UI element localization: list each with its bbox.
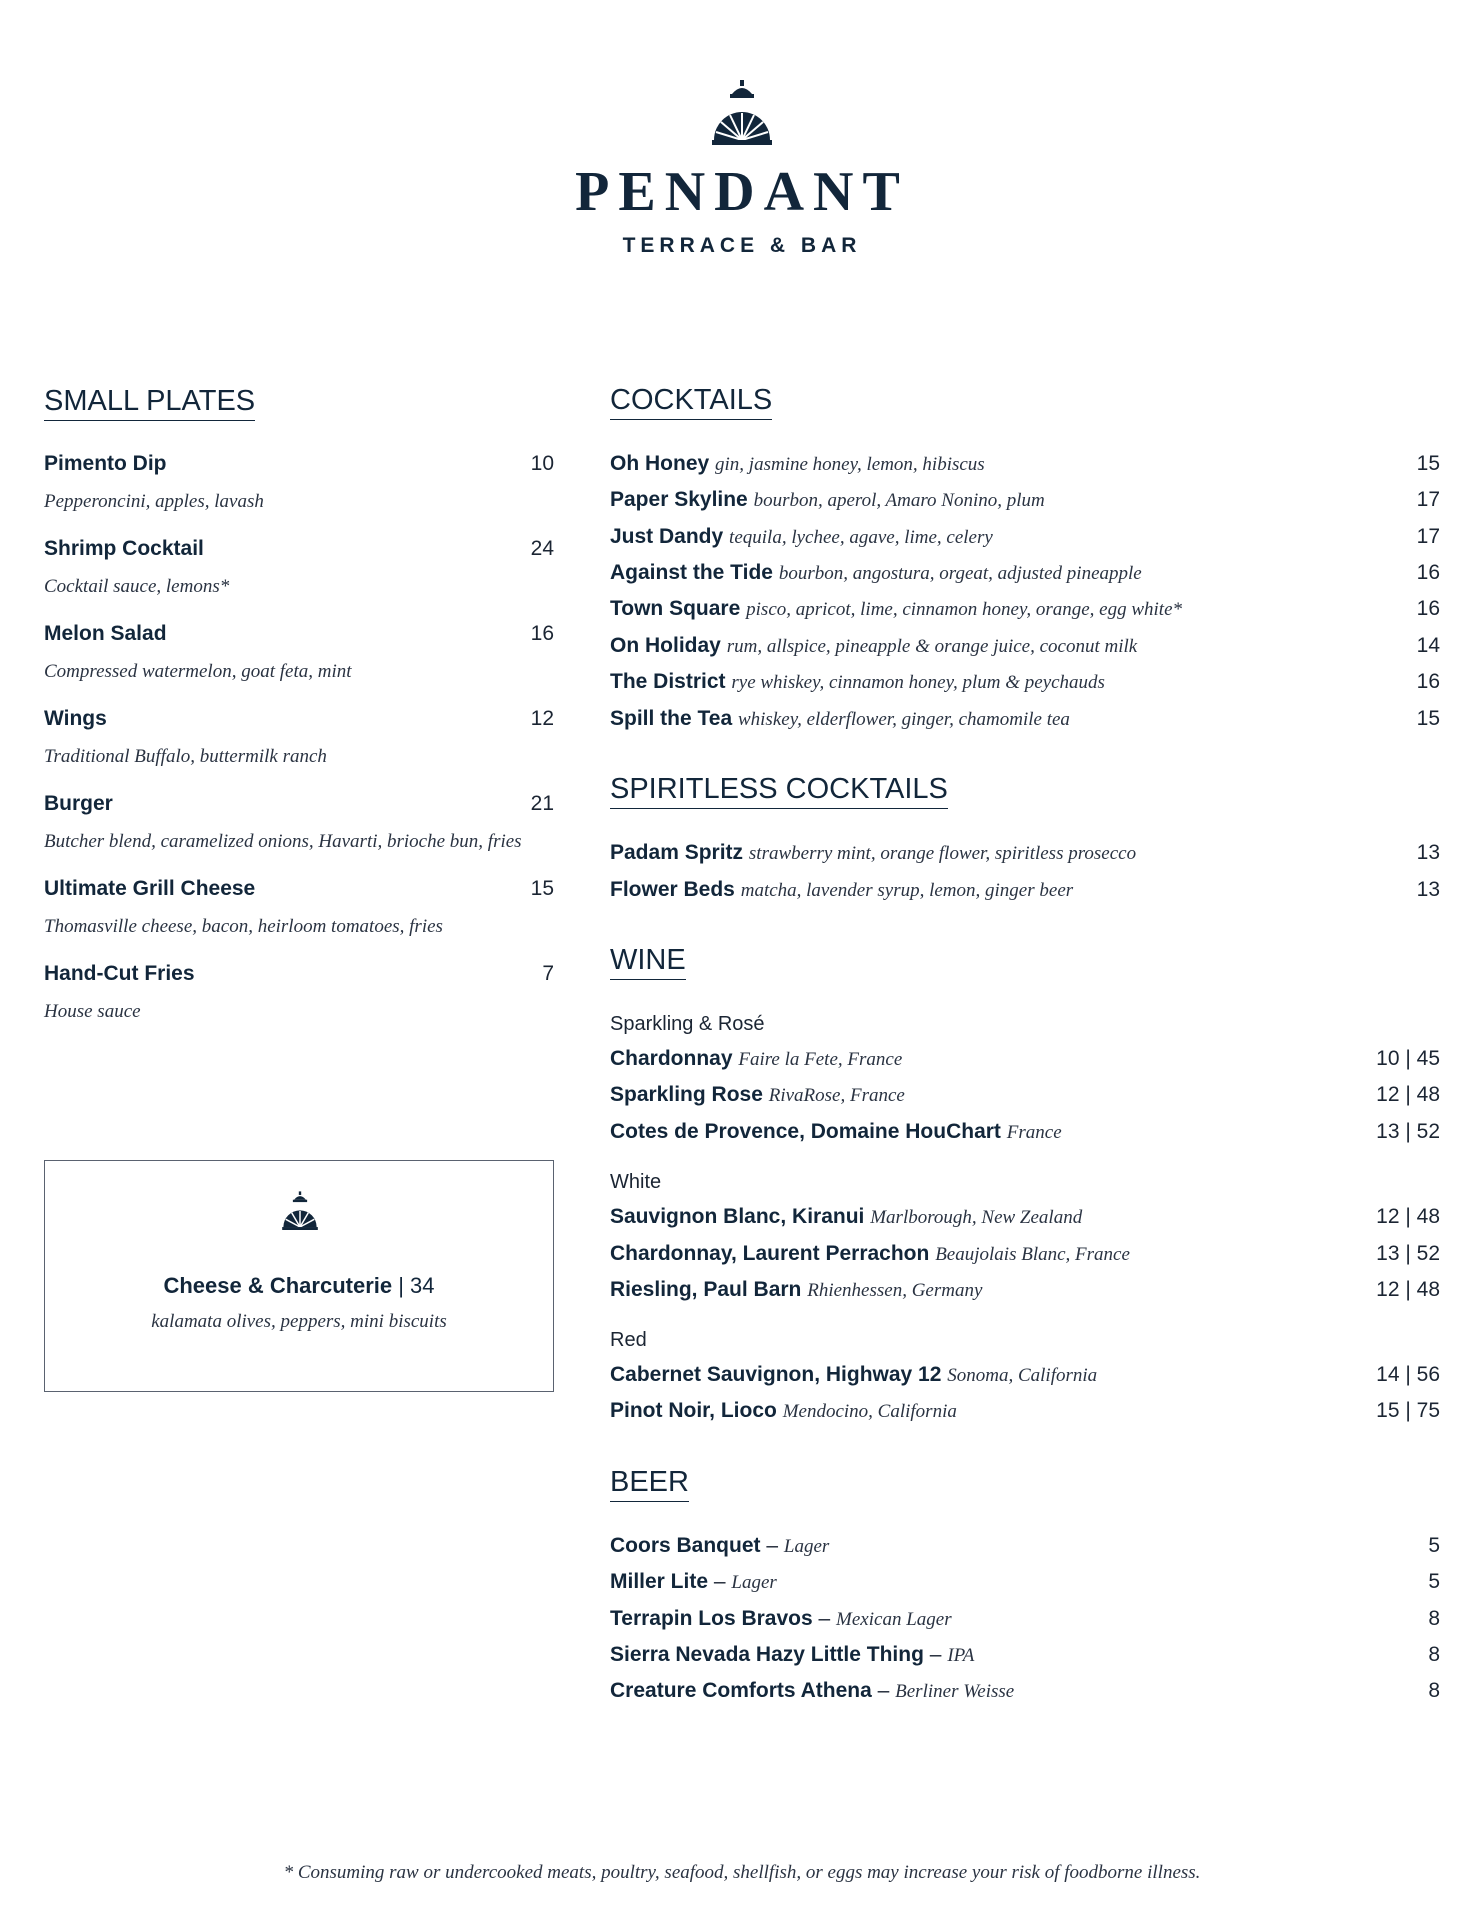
- beer-price: 8: [1428, 1643, 1440, 1666]
- beer-separator: –: [766, 1534, 779, 1557]
- spiritless-price: 13: [1416, 878, 1440, 901]
- spiritless-name: Flower Beds: [610, 878, 735, 901]
- brand-name: PENDANT: [575, 161, 909, 223]
- dome-logo-icon: [710, 80, 774, 146]
- wine-price: 13 | 52: [1376, 1120, 1440, 1143]
- wine-origin: Sonoma, California: [947, 1365, 1098, 1386]
- cocktail-price: 15: [1416, 452, 1440, 475]
- menu-item-name: Pimento Dip: [44, 452, 167, 475]
- beer-price: 8: [1428, 1607, 1440, 1630]
- beer-separator: –: [929, 1643, 942, 1666]
- section-title-spiritless-cocktails: SPIRITLESS COCKTAILS: [610, 772, 948, 809]
- wine-name: Cotes de Provence, Domaine HouChart: [610, 1120, 1001, 1143]
- wine-origin: Faire la Fete, France: [738, 1049, 903, 1070]
- wine-group-label: Sparkling & Rosé: [610, 1013, 765, 1035]
- section-title-small-plates: SMALL PLATES: [44, 384, 255, 421]
- cocktail-description: bourbon, angostura, orgeat, adjusted pineapple: [778, 563, 1142, 584]
- wine-origin: Mendocino, California: [782, 1401, 957, 1422]
- cocktail-name: Just Dandy: [610, 525, 724, 548]
- cocktail-description: gin, jasmine honey, lemon, hibiscus: [715, 454, 985, 475]
- beer-price: 5: [1428, 1534, 1440, 1557]
- wine-name: Pinot Noir, Lioco: [610, 1399, 777, 1422]
- wine-price: 13 | 52: [1376, 1242, 1440, 1265]
- beer-style: Berliner Weisse: [895, 1681, 1015, 1702]
- wine-origin: Beaujolais Blanc, France: [935, 1244, 1130, 1265]
- section-title-wine: WINE: [610, 943, 686, 980]
- menu-item-name: Wings: [44, 707, 107, 730]
- cocktail-price: 16: [1416, 561, 1440, 584]
- cocktail-name: The District: [610, 670, 726, 693]
- wine-price: 12 | 48: [1376, 1083, 1440, 1106]
- wine-name: Chardonnay, Laurent Perrachon: [610, 1242, 930, 1265]
- menu-item-price: 10: [530, 452, 554, 475]
- wine-origin: Rhienhessen, Germany: [807, 1280, 983, 1301]
- cocktail-name: On Holiday: [610, 634, 721, 657]
- cocktail-description: tequila, lychee, agave, lime, celery: [729, 527, 993, 548]
- section-title-cocktails: COCKTAILS: [610, 383, 772, 420]
- menu-item-price: 21: [530, 792, 554, 815]
- spiritless-price: 13: [1416, 841, 1440, 864]
- cocktail-description: whiskey, elderflower, ginger, chamomile tea: [737, 709, 1070, 730]
- menu-item-price: 12: [530, 707, 554, 730]
- feature-name: Cheese & Charcuterie: [163, 1273, 393, 1298]
- cocktail-price: 17: [1416, 488, 1440, 511]
- section-title-beer: BEER: [610, 1465, 689, 1502]
- cocktail-description: pisco, apricot, lime, cinnamon honey, orange, egg white*: [746, 599, 1183, 620]
- menu-item-name: Hand-Cut Fries: [44, 962, 195, 985]
- beer-name: Creature Comforts Athena: [610, 1679, 872, 1702]
- wine-price: 14 | 56: [1376, 1363, 1440, 1386]
- cocktail-price: 16: [1416, 670, 1440, 693]
- dome-logo-icon: [281, 1191, 319, 1231]
- beer-style: Lager: [783, 1536, 830, 1557]
- menu-item-price: 15: [530, 877, 554, 900]
- cocktail-price: 15: [1416, 707, 1440, 730]
- menu-item-price: 7: [542, 962, 554, 985]
- beer-style: IPA: [947, 1645, 975, 1666]
- beer-separator: –: [877, 1679, 890, 1702]
- wine-price: 10 | 45: [1376, 1047, 1440, 1070]
- spiritless-name: Padam Spritz: [610, 841, 744, 864]
- beer-separator: –: [713, 1570, 726, 1593]
- wine-name: Riesling, Paul Barn: [610, 1278, 802, 1301]
- beer-style: Lager: [731, 1572, 777, 1593]
- wine-name: Chardonnay: [610, 1047, 733, 1070]
- menu-item-description: Pepperoncini, apples, lavash: [44, 491, 264, 512]
- beer-name: Miller Lite: [610, 1570, 709, 1593]
- cocktail-description: bourbon, aperol, Amaro Nonino, plum: [753, 490, 1045, 511]
- cocktail-price: 14: [1416, 634, 1440, 657]
- feature-box: [44, 1160, 554, 1392]
- spiritless-description: strawberry mint, orange flower, spiritless prosecco: [748, 843, 1137, 864]
- menu-item-name: Shrimp Cocktail: [44, 537, 204, 560]
- wine-price: 15 | 75: [1376, 1399, 1440, 1422]
- feature-price: | 34: [398, 1273, 435, 1298]
- cocktail-name: Against the Tide: [610, 561, 773, 584]
- wine-price: 12 | 48: [1376, 1205, 1440, 1228]
- footnote-disclaimer: * Consuming raw or undercooked meats, poultry, seafood, shellfish, or eggs may increase your risk of foodborne illness.: [283, 1862, 1201, 1883]
- wine-name: Sauvignon Blanc, Kiranui: [610, 1205, 865, 1228]
- wine-name: Sparkling Rose: [610, 1083, 763, 1106]
- menu-item-name: Melon Salad: [44, 622, 167, 645]
- beer-price: 8: [1428, 1679, 1440, 1702]
- menu-item-description: Butcher blend, caramelized onions, Havarti, brioche bun, fries: [44, 831, 522, 852]
- beer-price: 5: [1428, 1570, 1440, 1593]
- wine-group-label: Red: [610, 1329, 647, 1351]
- cocktail-price: 17: [1416, 525, 1440, 548]
- menu-item-description: Compressed watermelon, goat feta, mint: [44, 661, 352, 682]
- menu-item-price: 16: [530, 622, 554, 645]
- menu-item-name: Burger: [44, 792, 113, 815]
- feature-description: kalamata olives, peppers, mini biscuits: [151, 1311, 447, 1332]
- wine-origin: RivaRose, France: [768, 1085, 905, 1106]
- cocktail-name: Town Square: [610, 597, 741, 620]
- cocktail-name: Oh Honey: [610, 452, 710, 475]
- menu-item-description: House sauce: [44, 1001, 141, 1022]
- feature-title: [45, 1273, 553, 1299]
- menu-item-description: Traditional Buffalo, buttermilk ranch: [44, 746, 327, 767]
- beer-name: Sierra Nevada Hazy Little Thing: [610, 1643, 924, 1666]
- spiritless-description: matcha, lavender syrup, lemon, ginger beer: [740, 880, 1074, 901]
- menu-item-name: Ultimate Grill Cheese: [44, 877, 256, 900]
- brand-subtitle: TERRACE & BAR: [622, 234, 862, 257]
- beer-name: Coors Banquet: [610, 1534, 761, 1557]
- cocktail-name: Paper Skyline: [610, 488, 748, 511]
- beer-style: Mexican Lager: [836, 1609, 952, 1630]
- menu-item-description: Cocktail sauce, lemons*: [44, 576, 230, 597]
- wine-origin: Marlborough, New Zealand: [870, 1207, 1083, 1228]
- cocktail-description: rye whiskey, cinnamon honey, plum & peychauds: [731, 672, 1105, 693]
- beer-separator: –: [818, 1607, 831, 1630]
- cocktail-description: rum, allspice, pineapple & orange juice, coconut milk: [726, 636, 1138, 657]
- wine-name: Cabernet Sauvignon, Highway 12: [610, 1363, 942, 1386]
- wine-group-label: White: [610, 1171, 662, 1193]
- cocktail-name: Spill the Tea: [610, 707, 733, 730]
- wine-origin: France: [1006, 1122, 1062, 1143]
- beer-name: Terrapin Los Bravos: [610, 1607, 813, 1630]
- menu-item-description: Thomasville cheese, bacon, heirloom tomatoes, fries: [44, 916, 443, 937]
- menu-item-price: 24: [530, 537, 554, 560]
- wine-price: 12 | 48: [1376, 1278, 1440, 1301]
- cocktail-price: 16: [1416, 597, 1440, 620]
